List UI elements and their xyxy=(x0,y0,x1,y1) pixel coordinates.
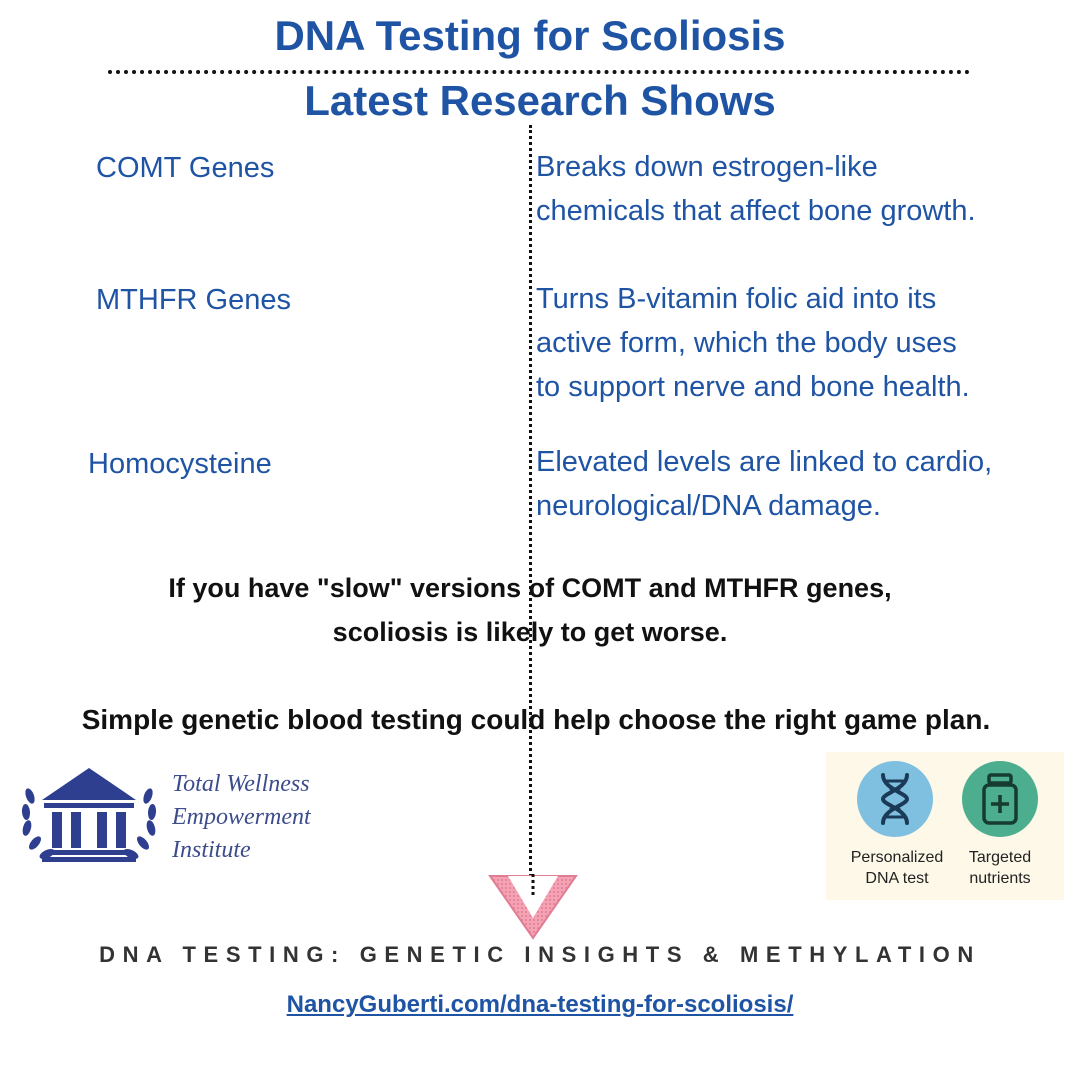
benefit-label-line: Targeted xyxy=(968,849,1032,866)
pillared-building-icon xyxy=(18,766,160,866)
description-line: active form, which the body uses xyxy=(536,327,957,359)
description-line: Turns B-vitamin folic aid into its xyxy=(536,283,937,315)
gene-description-comt xyxy=(536,145,1080,233)
benefit-label-line: DNA test xyxy=(865,870,929,887)
down-arrow-icon xyxy=(488,874,578,940)
benefit-label-line: Personalized xyxy=(850,849,944,866)
title-divider xyxy=(108,70,970,74)
gene-name-homocysteine: Homocysteine xyxy=(88,448,272,480)
logo-line: Total Wellness xyxy=(172,771,310,797)
benefit-label-nutrients xyxy=(948,847,1052,889)
gene-description-homocysteine xyxy=(536,440,1080,528)
slow-genes-note xyxy=(0,566,1070,654)
gene-description-mthfr xyxy=(536,277,1080,409)
logo-line: Empowerment xyxy=(172,804,311,830)
description-line: chemicals that affect bone growth. xyxy=(536,195,976,227)
page-subtitle: Latest Research Shows xyxy=(304,77,776,124)
benefit-label-dna-test xyxy=(834,847,960,889)
vertical-dotted-divider xyxy=(529,125,532,895)
website-link[interactable]: NancyGuberti.com/dna-testing-for-scoliosis/ xyxy=(286,991,794,1018)
game-plan-text: Simple genetic blood testing could help choose the right game plan. xyxy=(81,704,991,735)
page-title: DNA Testing for Scoliosis xyxy=(274,12,786,59)
benefits-card xyxy=(826,752,1064,900)
dna-icon xyxy=(871,771,919,827)
gene-name-comt: COMT Genes xyxy=(96,152,275,184)
benefit-label-line: nutrients xyxy=(969,870,1031,887)
footer-tagline: DNA TESTING: GENETIC INSIGHTS & METHYLATION xyxy=(99,942,981,967)
logo-line: Institute xyxy=(172,837,251,863)
dna-circle xyxy=(857,761,933,837)
logo-wordmark xyxy=(172,768,320,867)
description-line: Elevated levels are linked to cardio, xyxy=(536,446,993,478)
description-line: Breaks down estrogen-like xyxy=(536,151,878,183)
supplement-bottle-icon xyxy=(980,773,1020,825)
note-line: If you have "slow" versions of COMT and MTHFR genes, xyxy=(168,573,892,603)
gene-name-mthfr: MTHFR Genes xyxy=(96,284,291,316)
nutrients-circle xyxy=(962,761,1038,837)
description-line: neurological/DNA damage. xyxy=(536,490,881,522)
note-line: scoliosis is likely to get worse. xyxy=(332,617,728,647)
description-line: to support nerve and bone health. xyxy=(536,371,970,403)
